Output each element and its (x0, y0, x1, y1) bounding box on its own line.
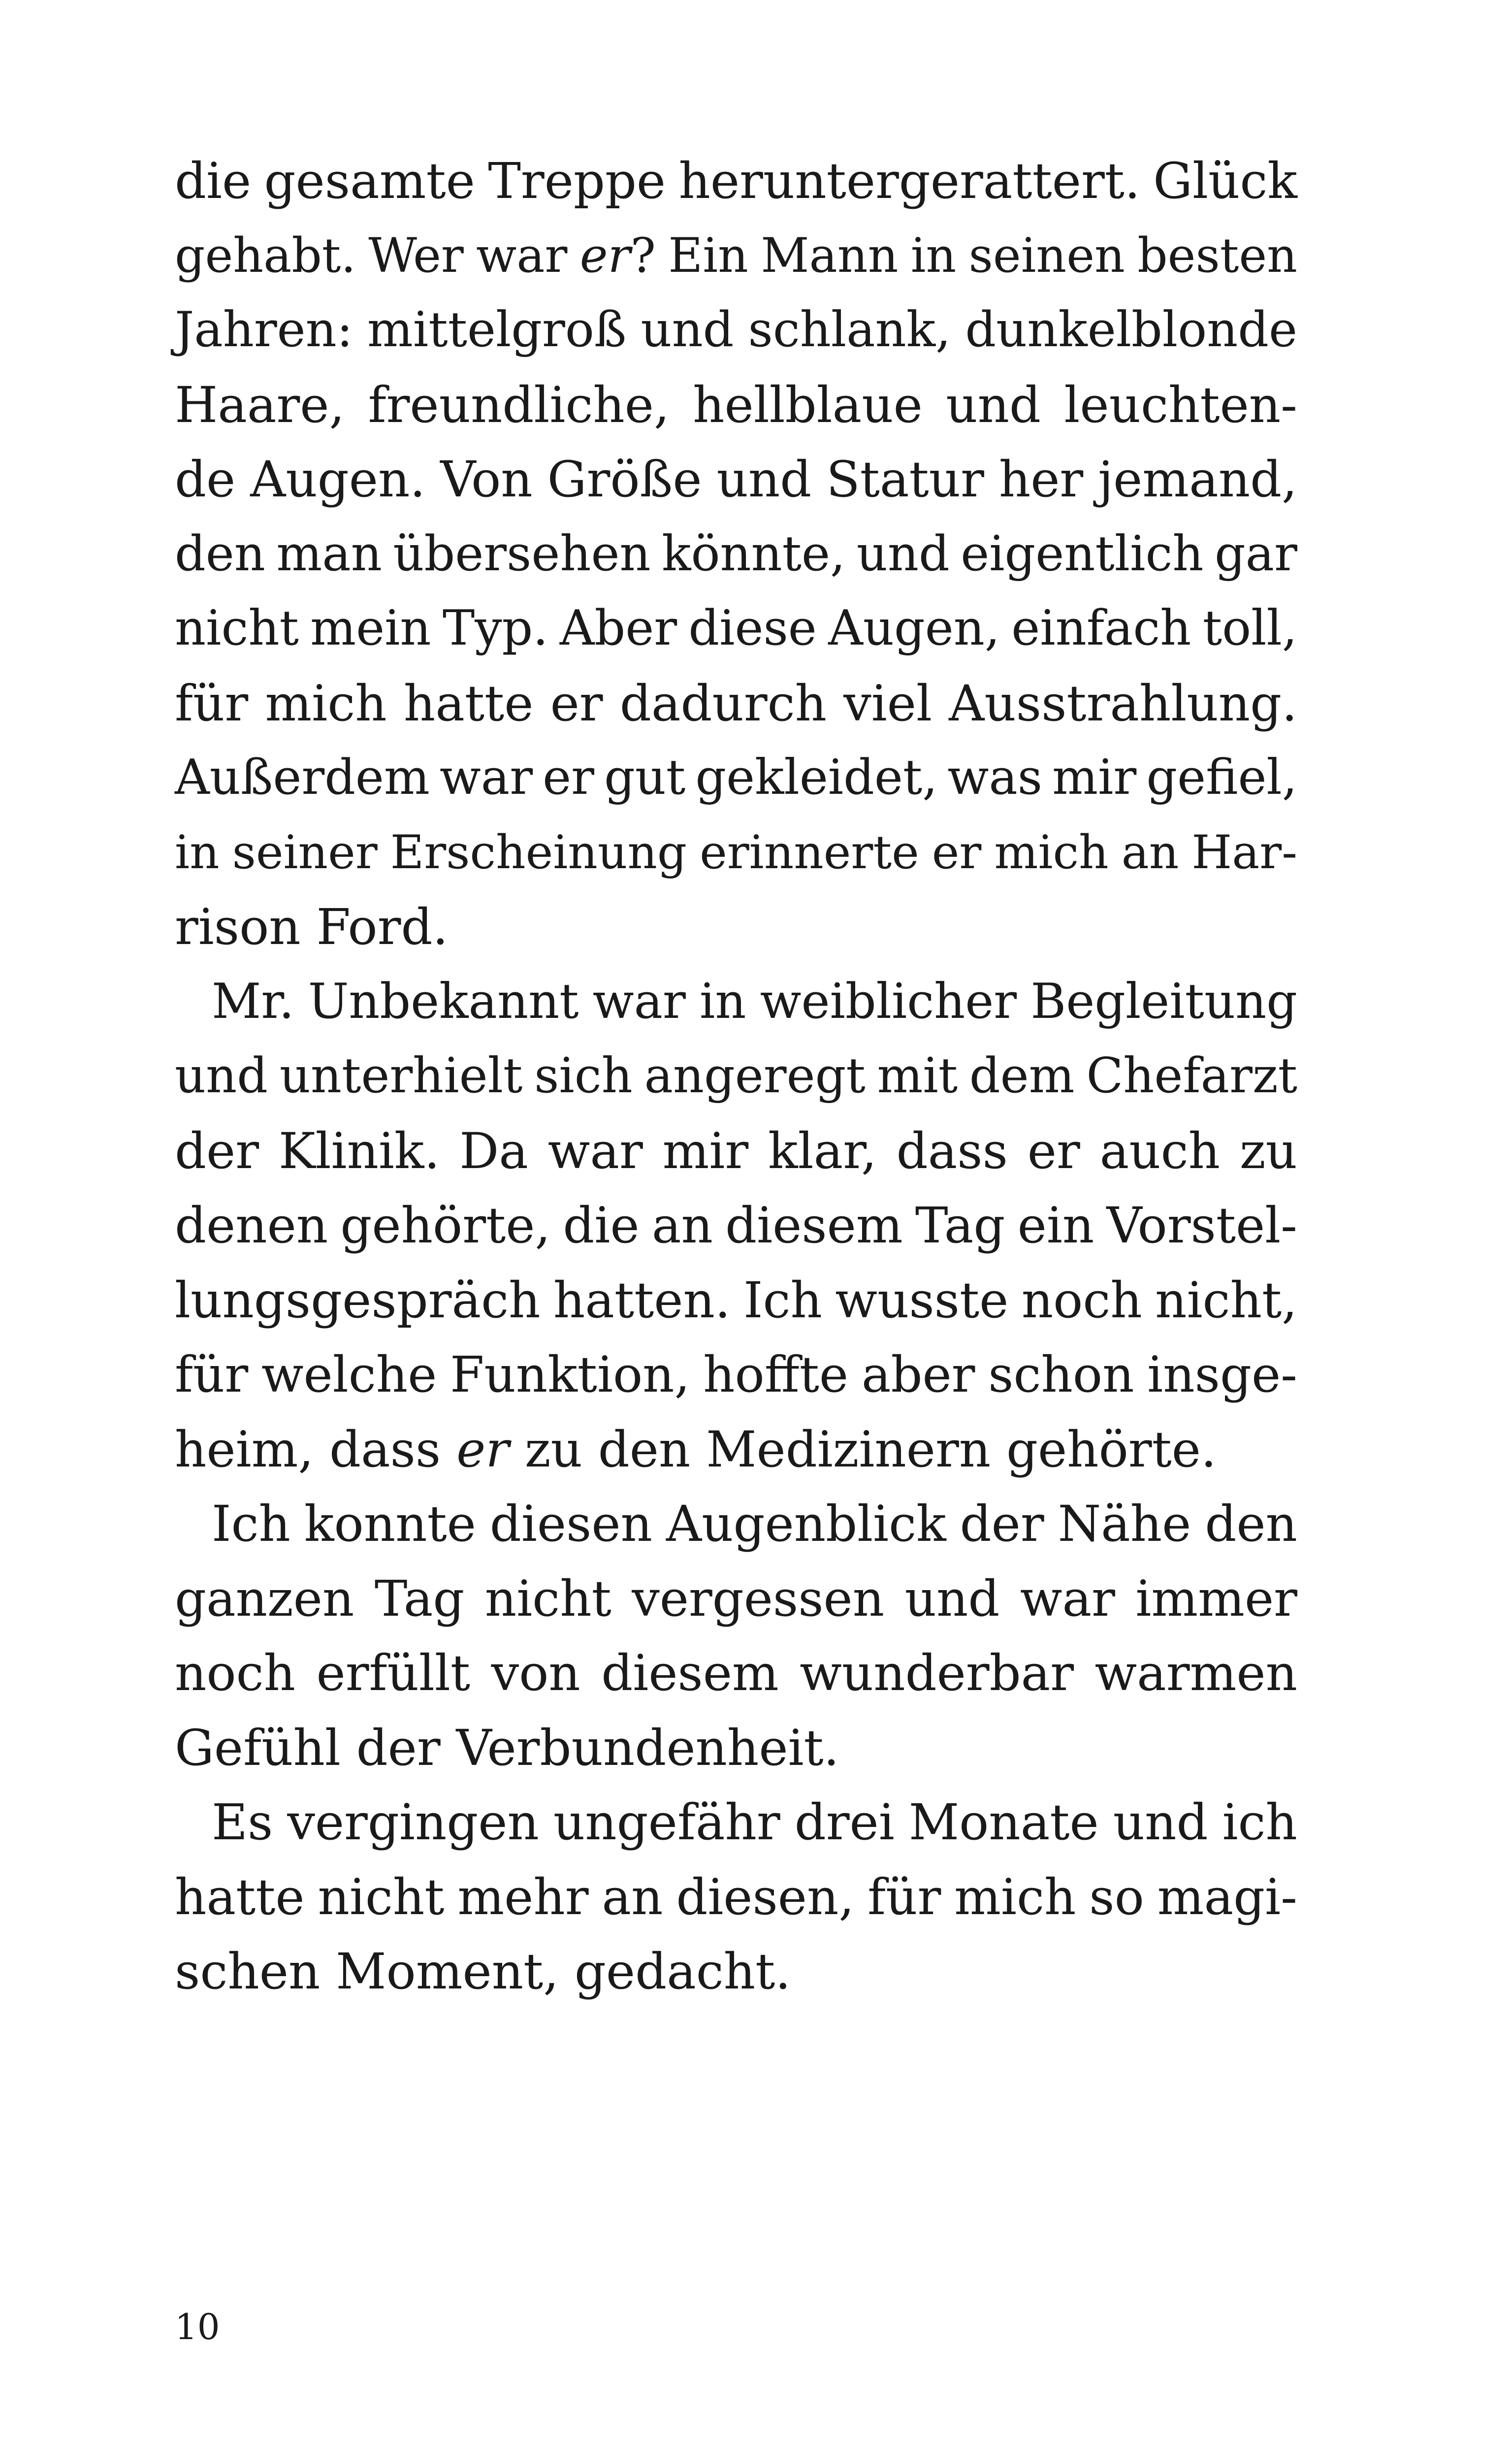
word: Begleitung (1030, 973, 1297, 1030)
word: und (904, 1569, 1000, 1628)
word: aber (861, 1346, 975, 1403)
text-line (175, 148, 1297, 223)
word: nicht (318, 1868, 445, 1926)
word: ein (1017, 1197, 1094, 1254)
word: Treppe (488, 152, 666, 210)
word: Chefarzt (1086, 1048, 1297, 1104)
word: gar (1214, 525, 1297, 582)
word: welche (261, 1346, 437, 1403)
word: konnte (304, 1495, 476, 1553)
word: gedacht. (574, 1943, 791, 2000)
text-line (175, 521, 1297, 596)
word: gehörte, (340, 1197, 551, 1254)
word: mittelgroß (367, 302, 627, 358)
word: gehabt. (175, 228, 356, 283)
word: und (175, 1048, 268, 1104)
text-line (175, 894, 1297, 969)
word: Tag (374, 1569, 465, 1628)
word: war (592, 973, 686, 1030)
word: gefiel, (1146, 749, 1297, 806)
text-line (175, 819, 1297, 894)
word: von (491, 1644, 580, 1702)
word: Nähe (1058, 1495, 1191, 1553)
word: wusste (835, 1271, 1009, 1329)
word: leuchten- (1064, 376, 1297, 434)
word: mit (877, 1048, 958, 1104)
word: Größe (547, 451, 702, 508)
text-line (175, 1491, 1297, 1565)
word: Außerdem (175, 749, 430, 806)
word: seiner (232, 825, 378, 879)
word: Augen, (828, 600, 1000, 656)
word: Funktion, (450, 1346, 690, 1403)
word: und (716, 451, 812, 508)
word: her (998, 451, 1084, 508)
word: Vorstel- (1106, 1197, 1297, 1254)
word: noch (175, 1644, 296, 1702)
word: gekleidet, (695, 749, 938, 806)
word: übersehen (393, 525, 651, 582)
word: für (175, 674, 249, 732)
word: diesem (601, 1644, 779, 1702)
word: magi- (1157, 1868, 1297, 1926)
word: Von (440, 451, 533, 508)
word: den (598, 1420, 691, 1478)
word: Tag (915, 1197, 1005, 1254)
word: der (175, 1122, 259, 1180)
word: er (550, 674, 603, 732)
word: ungefähr (553, 1793, 780, 1851)
word: in (175, 825, 220, 879)
word: ganzen (175, 1569, 354, 1628)
word: Mann (761, 228, 899, 283)
word: dem (969, 1048, 1075, 1104)
text-line (175, 1938, 1297, 2013)
word: eigentlich (961, 525, 1204, 582)
word: nicht (484, 1569, 611, 1628)
text-line (175, 595, 1297, 670)
word: Augen. (250, 451, 426, 508)
word: nicht, (1155, 1271, 1297, 1329)
word: viel (843, 674, 932, 732)
word: jemand, (1098, 451, 1297, 508)
word: dass (896, 1122, 1008, 1180)
word: schlank, (748, 302, 951, 358)
word: der (356, 1719, 441, 1777)
word: für (868, 1868, 941, 1926)
word: Ich (212, 1495, 290, 1553)
word: er (1027, 1122, 1080, 1180)
word: in (910, 228, 957, 283)
word: diesem (725, 1197, 903, 1254)
word: Aber (559, 600, 677, 656)
word: sich (534, 1048, 633, 1104)
word (580, 223, 656, 289)
word: einfach (1011, 600, 1191, 656)
word: Klinik. (278, 1122, 440, 1180)
word (456, 1416, 509, 1483)
word: mehr (457, 1868, 589, 1926)
word: Glück (1153, 152, 1297, 210)
word: gesamte (264, 152, 475, 210)
word: unterhielt (279, 1048, 523, 1104)
text-line (175, 297, 1297, 372)
word: Mr. (212, 973, 294, 1030)
word: dunkelblonde (965, 302, 1297, 358)
word: insge- (1147, 1346, 1297, 1403)
word: und (1113, 1793, 1208, 1851)
word: Moment, (336, 1943, 559, 2000)
text-line (175, 1192, 1297, 1267)
word: mich (954, 1868, 1076, 1926)
word: hatten. (553, 1271, 731, 1329)
word: Ich (743, 1271, 822, 1329)
word: dadurch (619, 674, 827, 732)
text-line (175, 1864, 1297, 1939)
text-line (175, 223, 1297, 297)
word: gehörte. (1006, 1420, 1217, 1478)
text-line (175, 1043, 1297, 1118)
word: ich (1222, 1793, 1297, 1851)
word: Medizinern (706, 1420, 991, 1478)
word: denen (175, 1197, 328, 1254)
word: war (547, 1122, 643, 1180)
word: warmen (1094, 1644, 1297, 1702)
word: die (175, 152, 252, 210)
text-line (175, 446, 1297, 521)
word: seinen (968, 228, 1125, 283)
word: Jahren: (175, 302, 353, 358)
word: war (439, 749, 533, 806)
text-line (175, 969, 1297, 1043)
text-line (175, 1565, 1297, 1640)
word: Ausstrahlung. (949, 674, 1297, 732)
text-line (175, 372, 1297, 447)
word: Unbekannt (308, 973, 579, 1030)
word: und (856, 525, 950, 582)
word: zu (524, 1420, 582, 1478)
word: rison (175, 898, 301, 956)
word: er (932, 825, 982, 879)
word: klar, (768, 1122, 877, 1180)
word: Monate (908, 1793, 1099, 1851)
word: de (175, 451, 236, 508)
emphasized-word: er (579, 228, 631, 283)
word: und (641, 302, 734, 358)
word: Wer (368, 228, 464, 283)
word: könnte, (662, 525, 846, 582)
text-line (175, 1640, 1297, 1715)
emphasized-word: er (456, 1420, 510, 1478)
word: hoffte (703, 1346, 849, 1403)
word: drei (794, 1793, 895, 1851)
word: und (946, 376, 1041, 434)
word: hatte (403, 674, 534, 732)
text-line (175, 1416, 1297, 1491)
text-line (175, 1715, 1297, 1790)
word: der (960, 1495, 1044, 1553)
page-number: 10 (175, 2306, 220, 2347)
word: so (1089, 1868, 1144, 1926)
word: schon (988, 1346, 1134, 1403)
word: weiblicher (760, 973, 1017, 1030)
word: erinnerte (700, 825, 919, 879)
word: in (700, 973, 746, 1030)
word: besten (1137, 228, 1297, 283)
word: war (476, 228, 568, 283)
word: Typ. (442, 600, 548, 656)
word: man (276, 525, 382, 582)
word: für (175, 1346, 249, 1403)
word: mir (662, 1122, 749, 1180)
word: erfüllt (316, 1644, 471, 1702)
word: zu (1239, 1122, 1297, 1180)
word: die (563, 1197, 640, 1254)
word: auch (1099, 1122, 1221, 1180)
word: an (651, 1197, 713, 1254)
word: an (1121, 825, 1179, 879)
word: vergingen (287, 1793, 539, 1851)
word: an (602, 1868, 663, 1926)
word: Gefühl (175, 1719, 341, 1777)
word: freundliche, (368, 376, 670, 434)
word: hatte (175, 1868, 305, 1926)
text-line (175, 1789, 1297, 1864)
word: Erscheinung (390, 825, 687, 879)
punctuation: ? (630, 228, 656, 283)
word: mich (994, 825, 1109, 879)
text-line (175, 670, 1297, 745)
word: vergessen (632, 1569, 885, 1628)
word: Har- (1191, 825, 1297, 879)
word: heruntergerattert. (678, 152, 1140, 210)
word: Es (212, 1793, 273, 1851)
word: mir (1052, 749, 1137, 806)
word: toll, (1202, 600, 1297, 656)
word: noch (1021, 1271, 1142, 1329)
word: diesen, (676, 1868, 855, 1926)
word: Da (459, 1122, 528, 1180)
word: mich (265, 674, 387, 732)
word: immer (1135, 1569, 1297, 1628)
word: Ford. (316, 898, 449, 956)
word: gut (604, 749, 686, 806)
word: schen (175, 1943, 321, 2000)
word: den (175, 525, 265, 582)
word: Haare, (175, 376, 345, 434)
word: wunderbar (800, 1644, 1074, 1702)
word: war (1020, 1569, 1115, 1628)
word: Augenblick (666, 1495, 946, 1553)
word: den (1205, 1495, 1297, 1553)
text-line (175, 1341, 1297, 1416)
word: Ein (668, 228, 748, 283)
word: was (947, 749, 1043, 806)
text-line (175, 1267, 1297, 1342)
word: Verbundenheit. (456, 1719, 839, 1777)
word: lungsgespräch (175, 1271, 541, 1329)
word: heim, (175, 1420, 314, 1478)
word: Statur (826, 451, 984, 508)
body-text (175, 148, 1297, 2013)
word: dass (329, 1420, 441, 1478)
text-line (175, 1118, 1297, 1193)
word: er (543, 749, 594, 806)
word: angeregt (644, 1048, 866, 1104)
word: nicht (175, 600, 299, 656)
word: diese (688, 600, 817, 656)
word: hellblaue (693, 376, 923, 434)
word: mein (310, 600, 431, 656)
word: diesen (489, 1495, 652, 1553)
text-line (175, 745, 1297, 819)
